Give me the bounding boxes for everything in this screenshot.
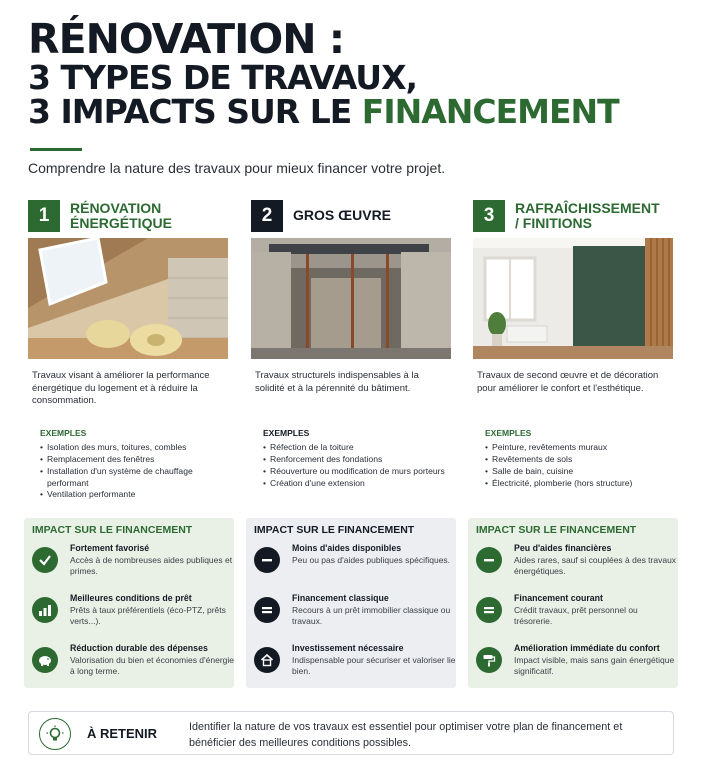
list-item: • Revêtements de sols [485, 454, 671, 466]
impact-heading: Investissement nécessaire [292, 643, 404, 653]
title-accent: FINANCEMENT [361, 91, 619, 131]
column-title: GROS ŒUVRE [293, 207, 392, 224]
examples-list [40, 442, 226, 501]
list-item: • Isolation des murs, toitures, combles [40, 442, 226, 454]
impact-heading: Meilleures conditions de prêt [70, 593, 192, 603]
lightbulb-icon [39, 718, 71, 750]
impact-heading: Financement courant [514, 593, 603, 603]
examples-label: EXEMPLES [40, 428, 87, 438]
impact-item [476, 643, 675, 693]
piggy-bank-icon [32, 647, 58, 673]
key-takeaway-box [28, 711, 674, 755]
column-number: 2 [251, 200, 283, 232]
impact-body: Recours à un prêt immobilier classique ou travaux. [292, 605, 451, 627]
column-number: 3 [473, 200, 505, 232]
column-number: 1 [28, 200, 60, 232]
list-item: • Salle de bain, cuisine [485, 466, 671, 478]
impact-title: IMPACT SUR LE FINANCEMENT [254, 524, 415, 536]
key-takeaway-text: Identifier la nature de vos travaux est essentiel pour optimiser votre plan de financement et bénéficier des meilleures conditions possibles. [189, 721, 623, 749]
impact-heading: Moins d'aides disponibles [292, 543, 402, 553]
examples-label: EXEMPLES [485, 428, 532, 438]
house-icon [254, 647, 280, 673]
column-header [251, 198, 451, 234]
column-description: Travaux visant à améliorer la performance énergétique du logement et à réduire la consommation. [32, 370, 210, 407]
list-item: • Réouverture ou modification de murs porteurs [263, 466, 449, 478]
impact-heading: Financement classique [292, 593, 389, 603]
examples-label: EXEMPLES [263, 428, 310, 438]
examples-list [263, 442, 449, 489]
title-line-3 [28, 91, 678, 131]
column-rafraichissement [473, 198, 673, 488]
renovated-room-photo [473, 238, 673, 359]
list-item: • Électricité, plomberie (hors structure) [485, 478, 671, 490]
equals-icon [254, 597, 280, 623]
impact-heading: Réduction durable des dépenses [70, 643, 208, 653]
column-renovation-energetique [28, 198, 228, 500]
list-item: • Remplacement des fenêtres [40, 454, 226, 466]
list-item: • Installation d'un système de chauffage performant [40, 466, 226, 490]
list-item: • Réfection de la toiture [263, 442, 449, 454]
list-item: • Peinture, revêtements muraux [485, 442, 671, 454]
minus-icon [476, 547, 502, 573]
attic-insulation-photo [28, 238, 228, 359]
minus-icon [254, 547, 280, 573]
impact-body: Peu ou pas d'aides publiques spécifiques. [292, 555, 451, 565]
impact-panel-gros-oeuvre [246, 518, 456, 688]
impact-body: Aides rares, sauf si couplées à des travaux énergétiques. [514, 555, 677, 577]
impact-item [476, 593, 670, 643]
impact-panel-energetique [24, 518, 234, 688]
title-line-2: 3 TYPES DE TRAVAUX, [28, 57, 418, 97]
paint-roller-icon [476, 647, 502, 673]
title-underline [30, 148, 82, 151]
impact-heading: Amélioration immédiate du confort [514, 643, 660, 653]
column-description: Travaux de second œuvre et de décoration pour améliorer le confort et l'esthétique. [477, 370, 659, 394]
impact-body: Valorisation du bien et économies d'énergie à long terme. [70, 655, 235, 677]
impact-body: Impact visible, mais sans gain énergétique significatif. [514, 655, 675, 677]
examples-list [485, 442, 671, 489]
page-title [28, 15, 678, 131]
impact-title: IMPACT SUR LE FINANCEMENT [32, 524, 193, 536]
list-item: • Création d'une extension [263, 478, 449, 490]
list-item: • Renforcement des fondations [263, 454, 449, 466]
impact-item [32, 643, 235, 693]
checkmark-icon [32, 547, 58, 573]
key-takeaway-label: À RETENIR [87, 726, 158, 741]
column-gros-oeuvre [251, 198, 451, 488]
impact-title: IMPACT SUR LE FINANCEMENT [476, 524, 637, 536]
title-line-1: RÉNOVATION : [28, 15, 345, 63]
impact-item [254, 643, 456, 693]
impact-item [32, 543, 233, 593]
impact-body: Prêts à taux préférentiels (éco-PTZ, prêts verts...). [70, 605, 226, 627]
impact-item [254, 593, 451, 643]
column-description: Travaux structurels indispensables à la solidité et à la pérennité du bâtiment. [255, 370, 419, 394]
equals-icon [476, 597, 502, 623]
impact-heading: Peu d'aides financières [514, 543, 612, 553]
list-item: • Ventilation performante [40, 489, 226, 501]
column-title: RÉNOVATION ÉNERGÉTIQUE [70, 199, 172, 231]
impact-body: Crédit travaux, prêt personnel ou trésorerie. [514, 605, 638, 627]
structural-works-photo [251, 238, 451, 359]
impact-item [32, 593, 226, 643]
impact-heading: Fortement favorisé [70, 543, 150, 553]
impact-body: Accès à de nombreuses aides publiques et primes. [70, 555, 233, 577]
impact-panel-rafraichissement [468, 518, 678, 688]
column-header [473, 198, 673, 234]
chart-bars-icon [32, 597, 58, 623]
impact-item [254, 543, 451, 593]
impact-body: Indispensable pour sécuriser et valoriser lie bien. [292, 655, 456, 677]
column-header [28, 198, 228, 234]
column-title: RAFRAÎCHISSEMENT / FINITIONS [515, 199, 660, 231]
subtitle: Comprendre la nature des travaux pour mieux financer votre projet. [28, 160, 446, 176]
impact-item [476, 543, 677, 593]
title-line-3-prefix: 3 IMPACTS SUR LE [28, 91, 362, 131]
